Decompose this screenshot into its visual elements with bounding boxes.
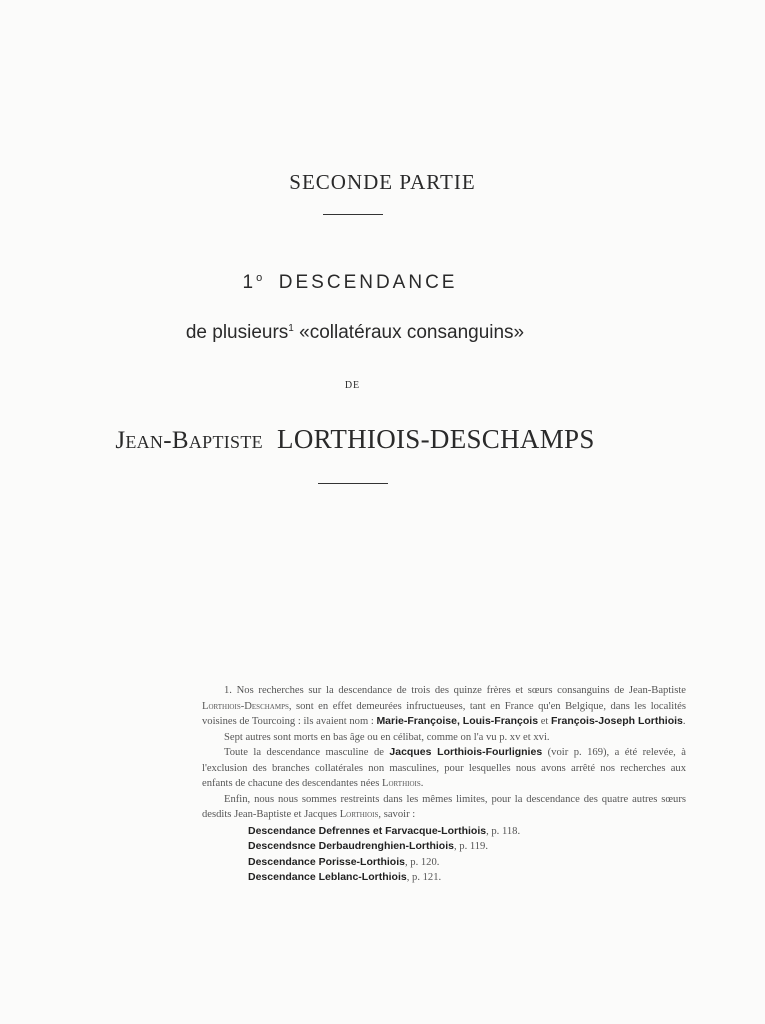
part-title: SECONDE PARTIE <box>289 170 476 194</box>
footnote-text: Enfin, nous nous sommes restreints dans les mêmes limites, pour la descendance des quatre autres sœurs desdits Jean-Baptiste et Jacques <box>202 793 686 820</box>
footnote-text: et <box>538 716 552 727</box>
section-ordinal: o <box>256 272 263 284</box>
list-item-page: , p. 119. <box>453 841 489 852</box>
footnote-bold-names: François-Joseph Lorthiois <box>551 715 683 727</box>
person-name <box>0 424 710 455</box>
descendance-list <box>202 824 686 886</box>
list-item-label: Descendsnce Derbaudrenghien-Lorthiois <box>248 840 454 852</box>
footnote-paragraph-2: Sept autres sont morts en bas âge ou en célibat, comme on l'a vu p. xv et xvi. <box>224 731 550 743</box>
footnote-reference: 1 <box>288 323 294 334</box>
footnote-name: Lorthiois-Deschamps <box>202 700 289 712</box>
surname: LORTHIOIS-DESCHAMPS <box>277 424 595 454</box>
footnote-text: , sont en effet demeurées infructueuses, tant en France qu'en Belgique, dans les localités voisines de Tourcoing : ils avaient nom : <box>202 700 686 727</box>
footnote-text: Toute la descendance masculine de <box>224 747 390 758</box>
footnote <box>202 683 686 886</box>
footnote-name: Lorthiois <box>339 809 379 820</box>
section-heading <box>0 272 700 294</box>
list-item <box>248 839 686 855</box>
footnote-text: , savoir : <box>378 809 416 820</box>
subtitle <box>0 322 710 344</box>
title-divider <box>323 214 383 215</box>
footnote-text: 1. Nos recherches sur la descendance de trois des quinze frères et sœurs consanguins de Jean-Baptiste <box>224 685 686 696</box>
list-item <box>248 855 686 871</box>
list-item <box>248 824 686 840</box>
list-item <box>248 870 686 886</box>
list-item-page: , p. 118. <box>486 825 521 837</box>
list-item-page: , p. 120. <box>404 856 440 868</box>
footnote-paragraph-3 <box>202 745 686 792</box>
footnote-text: . <box>420 778 424 789</box>
footnote-bold-names: Jacques Lorthiois-Fourlignies <box>389 746 543 758</box>
list-item-label: Descendance Porisse-Lorthiois <box>248 855 405 868</box>
footnote-paragraph-1 <box>202 683 686 730</box>
subtitle-part-2: «collatéraux consanguins» <box>299 322 525 343</box>
list-item-label: Descendance Leblanc-Lorthiois <box>248 871 407 883</box>
footnote-paragraph-4 <box>202 792 686 823</box>
subtitle-part-1: de plusieurs <box>185 322 289 343</box>
section-title: DESCENDANCE <box>278 272 458 293</box>
name-divider <box>318 483 388 484</box>
footnote-text: (voir p. 169), a été relevée, à l'exclusion des branches collatérales non masculines, pour lesquelles nous avons arrêté nos recherches aux enfants de chacune des descendantes nées <box>202 747 686 789</box>
list-item-label: Descendance Defrennes et Farvacque-Lorthiois <box>248 824 487 837</box>
section-number: 1 <box>242 272 257 293</box>
footnote-bold-names: Marie-Françoise, Louis-François <box>376 715 539 727</box>
footnote-text: . <box>682 716 686 727</box>
footnote-name: Lorthiois <box>382 778 421 789</box>
list-item-page: , p. 121. <box>406 872 442 883</box>
connector-word: DE <box>344 380 361 391</box>
given-name: Jean-Baptiste <box>115 427 263 454</box>
